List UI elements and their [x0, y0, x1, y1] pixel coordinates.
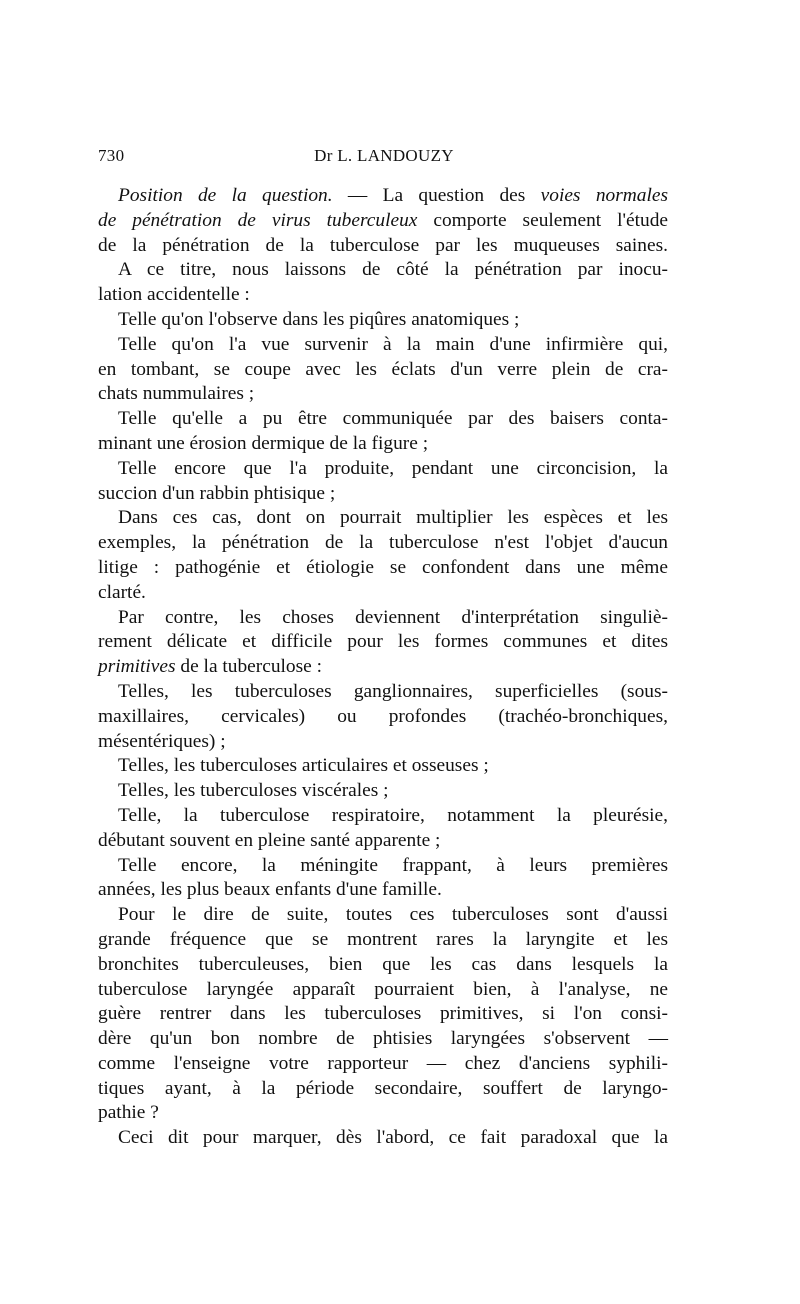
line-text: Telle encore que l'a produite, pendant une circoncision, la	[118, 457, 668, 479]
text-line	[98, 308, 668, 333]
line-text: Dans ces cas, dont on pourrait multiplier les espèces et les	[118, 507, 668, 529]
line-text: Telles, les tuberculoses articulaires et osseuses ;	[118, 755, 489, 777]
line-text: — La question des	[332, 185, 541, 206]
italic-text: Position de la question.	[118, 185, 333, 206]
line-text: Telle qu'elle a pu être communiquée par des baisers conta-	[118, 408, 668, 430]
text-line	[98, 754, 668, 779]
text-line	[98, 258, 668, 283]
line-text: dère qu'un bon nombre de phtisies laryngées s'observent —	[98, 1028, 668, 1050]
page-number: 730	[98, 146, 125, 165]
line-text: A ce titre, nous laissons de côté la pénétration par inocu-	[118, 259, 668, 281]
text-line	[98, 606, 668, 631]
italic-text: de pénétration de virus tuberculeux	[98, 209, 418, 231]
line-text: années, les plus beaux enfants d'une famille.	[98, 879, 442, 901]
line-text: Telle, la tuberculose respiratoire, notamment la pleurésie,	[118, 804, 668, 826]
line-text: de la tuberculose :	[175, 656, 323, 678]
line-text: maxillaires, cervicales) ou profondes (trachéo-bronchiques,	[98, 705, 668, 727]
text-line	[98, 655, 668, 680]
text-line	[98, 184, 668, 209]
line-text: comporte seulement l'étude	[417, 209, 668, 231]
line-text: bronchites tuberculeuses, bien que les cas dans lesquels la	[98, 953, 668, 975]
text-line	[98, 457, 668, 482]
line-text: Pour le dire de suite, toutes ces tuberculoses sont d'aussi	[118, 904, 668, 926]
line-text: rement délicate et difficile pour les formes communes et dites	[98, 631, 668, 653]
text-line	[98, 878, 668, 903]
text-line	[98, 556, 668, 581]
text-line	[98, 779, 668, 804]
text-line	[98, 1027, 668, 1052]
text-line	[98, 234, 668, 259]
text-line	[98, 506, 668, 531]
line-text: grande fréquence que se montrent rares la laryngite et les	[98, 928, 668, 950]
text-line	[98, 804, 668, 829]
line-text: débutant souvent en pleine santé apparente ;	[98, 829, 441, 851]
line-text: minant une érosion dermique de la figure ;	[98, 432, 429, 454]
line-text: mésentériques) ;	[98, 730, 226, 752]
line-text: guère rentrer dans les tuberculoses primitives, si l'on consi-	[98, 1003, 668, 1025]
italic-text: primitives	[98, 656, 176, 678]
text-line	[98, 432, 668, 457]
text-line	[98, 829, 668, 854]
running-head	[98, 146, 670, 170]
line-text: clarté.	[98, 581, 146, 603]
italic-text: voies normales	[540, 185, 668, 206]
line-text: Telle encore, la méningite frappant, à leurs premières	[118, 854, 668, 876]
line-text: en tombant, se coupe avec les éclats d'un verre plein de cra-	[98, 358, 668, 380]
line-text: Telles, les tuberculoses ganglionnaires, superficielles (sous-	[118, 680, 668, 702]
text-line	[98, 1077, 668, 1102]
text-line	[98, 903, 668, 928]
text-line	[98, 531, 668, 556]
text-line	[98, 581, 668, 606]
text-line	[98, 1126, 668, 1151]
text-line	[98, 705, 668, 730]
text-line	[98, 630, 668, 655]
line-text: tuberculose laryngée apparaît pourraient bien, à l'analyse, ne	[98, 978, 668, 1000]
line-text: comme l'enseigne votre rapporteur — chez d'anciens syphili-	[98, 1052, 668, 1074]
text-line	[98, 358, 668, 383]
text-line	[98, 953, 668, 978]
text-line	[98, 928, 668, 953]
line-text: de la pénétration de la tuberculose par les muqueuses saines.	[98, 234, 668, 256]
line-text: succion d'un rabbin phtisique ;	[98, 482, 336, 504]
line-text: Par contre, les choses deviennent d'interprétation singuliè-	[118, 606, 668, 628]
text-line	[98, 730, 668, 755]
line-text: Telle qu'on l'a vue survenir à la main d'une infirmière qui,	[118, 333, 668, 355]
line-text: exemples, la pénétration de la tuberculose n'est l'objet d'aucun	[98, 532, 668, 554]
running-title: Dr L. LANDOUZY	[314, 146, 454, 165]
line-text: pathie ?	[98, 1102, 159, 1124]
line-text: lation accidentelle :	[98, 284, 250, 306]
text-line	[98, 283, 668, 308]
line-text: tiques ayant, à la période secondaire, souffert de laryngo-	[98, 1077, 668, 1099]
text-line	[98, 209, 668, 234]
text-line	[98, 1002, 668, 1027]
text-line	[98, 680, 668, 705]
text-line	[98, 978, 668, 1003]
body-text	[98, 184, 668, 1151]
text-line	[98, 1052, 668, 1077]
text-line	[98, 482, 668, 507]
line-text: chats nummulaires ;	[98, 383, 255, 405]
text-line	[98, 382, 668, 407]
text-line	[98, 1101, 668, 1126]
text-line	[98, 854, 668, 879]
line-text: litige : pathogénie et étiologie se confondent dans une même	[98, 556, 668, 578]
line-text: Telles, les tuberculoses viscérales ;	[118, 780, 389, 802]
line-text: Ceci dit pour marquer, dès l'abord, ce fait paradoxal que la	[118, 1127, 668, 1149]
text-line	[98, 333, 668, 358]
line-text: Telle qu'on l'observe dans les piqûres anatomiques ;	[118, 308, 520, 330]
text-line	[98, 407, 668, 432]
